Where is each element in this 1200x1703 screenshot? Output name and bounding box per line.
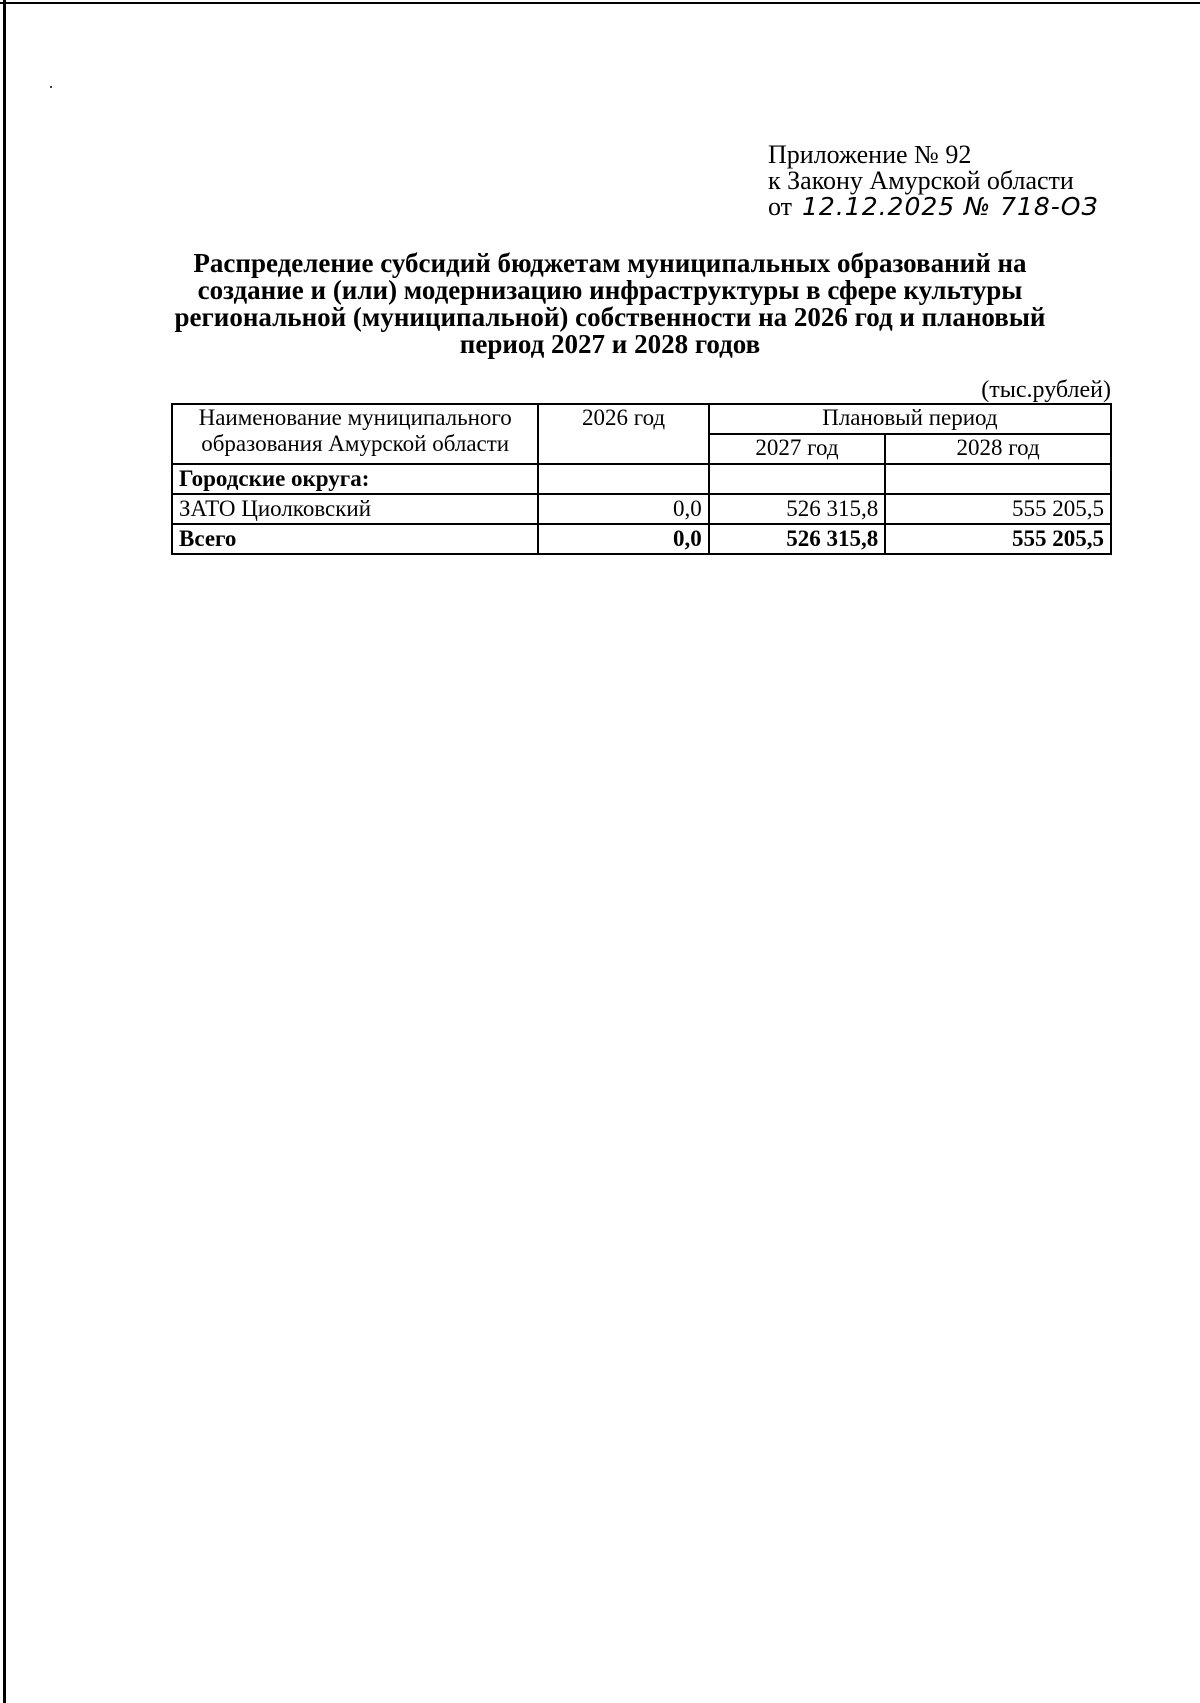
row-value-2028: 555 205,5 (885, 494, 1111, 524)
units-label: (тыс.рублей) (981, 377, 1111, 403)
appendix-block (768, 142, 1099, 220)
subsidy-table (171, 403, 1112, 555)
section-empty-2026 (538, 464, 708, 494)
appendix-date-line (768, 194, 1099, 220)
header-planned-period: Плановый период (709, 404, 1111, 434)
document-title: Распределение субсидий бюджетам муниципальных образований на создание и (или) модернизацию инфраструктуры в сфере культуры региональной (муниципальной) собственности на 2026 год и плановый период 2027 и 2028 годов (174, 248, 1046, 359)
section-label: Городские округа: (172, 464, 538, 494)
header-2026: 2026 год (538, 404, 708, 464)
section-empty-2027 (709, 464, 885, 494)
header-name: Наименование муниципального образования Амурской области (172, 404, 538, 464)
scan-edge-top (0, 2, 1200, 4)
total-label: Всего (172, 524, 538, 554)
header-2028: 2028 год (885, 434, 1111, 464)
header-2027: 2027 год (709, 434, 885, 464)
table-header-row (172, 404, 1111, 434)
appendix-date-prefix: от (768, 192, 793, 221)
section-empty-2028 (885, 464, 1111, 494)
total-value-2028: 555 205,5 (885, 524, 1111, 554)
handwritten-date-number: 12.12.2025 № 718-ОЗ (802, 192, 1099, 221)
appendix-number: Приложение № 92 (768, 140, 972, 169)
table-total-row (172, 524, 1111, 554)
appendix-law: к Закону Амурской области (768, 166, 1074, 195)
total-value-2027: 526 315,8 (709, 524, 885, 554)
table-section-row (172, 464, 1111, 494)
row-name: ЗАТО Циолковский (172, 494, 538, 524)
scan-edge-left (3, 0, 6, 1703)
row-value-2027: 526 315,8 (709, 494, 885, 524)
scan-speck (50, 86, 52, 88)
total-value-2026: 0,0 (538, 524, 708, 554)
row-value-2026: 0,0 (538, 494, 708, 524)
table-row (172, 494, 1111, 524)
